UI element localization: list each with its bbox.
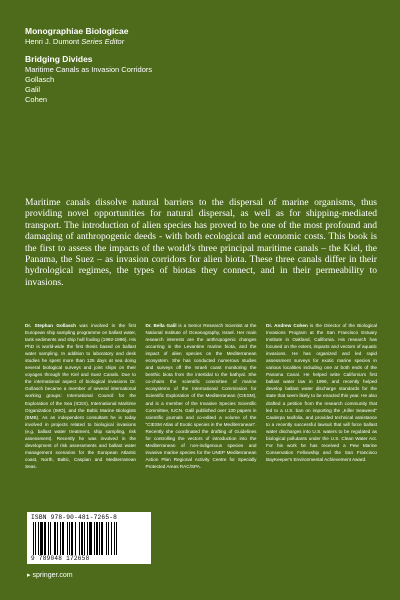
volume-author: Cohen: [25, 95, 48, 104]
author-bio-name: Dr. Bella Galil: [145, 323, 177, 328]
author-bio-text: was involved in the first European ship sampling programme on ballast water, tank sediments and ship hull fouling (1992-1996). His PhD is world-wide the first thesis based on ballast water sampling. In addition to laboratory and desk studies he spent more than 125 days at sea doing several biological surveys and joint ships on their voyages through the Kiel and Suez Canals. Due to the international aspect of biological invasions Dr. Gollasch became a member of several international working groups: International Council for the Exploration of the Sea (ICES), International Maritime Organization (IMO), and the Baltic Marine Biologists (BMB). As an independent consultant he is today involved in projects related to biological invasions (e.g. ballast water treatment, ship sampling, risk assessment). Recently he was involved in the development of risk assessments and ballast water management scenarios for the European Atlantic coast, North, Baltic, Caspian and Mediterranean Seas.: [25, 323, 136, 469]
arrow-right-icon: ▸: [27, 572, 31, 579]
volume-author: Gollasch: [25, 75, 55, 84]
series-editor: [25, 37, 325, 47]
isbn-label: ISBN 978-90-481-7265-8: [31, 514, 118, 521]
author-bio: [266, 322, 377, 470]
series-block: [25, 26, 325, 105]
isbn-barcode: [27, 512, 151, 564]
barcode-bars-icon: [31, 522, 145, 555]
volume-author: Galil: [25, 85, 41, 94]
volume-title: Bridging Divides: [25, 54, 93, 64]
publisher-link[interactable]: [27, 571, 73, 580]
volume-subtitle: Maritime Canals as Invasion Corridors: [25, 65, 153, 74]
author-bio: [146, 322, 257, 470]
barcode-digits: 9 789048 172658: [31, 555, 90, 562]
series-editor-name: Henri J. Dumont: [25, 37, 80, 46]
author-bio-text: is a Senior Research Scientist at the National Institute of Oceanography, Israel. Her main research interests are the anthropogenic changes occurring in the Levantine marine biota, and the impact of alien species on the Mediterranean ecosystem. She has conducted numerous studies and surveys off the Israeli coast monitoring the benthic biota from the intertidal to the bathyal. She co-chairs the scientific committee of marine ecosystems of the International Commission for Scientific Exploration of the Mediterranean (CIESM), and is a member of the Invasive Species Scientific Committee, IUCN. Galil published over 130 papers in scientific journals and co-edited a volume of the "CIESM Atlas of Exotic species in the Mediterranean". Recently she coordinated the drafting of Guidelines for controlling the vectors of introduction into the Mediterranean of non-indigenous species and invasive marine species for the UNEP Mediterranean Action Plan Regional Activity Centre for Specially Protected Areas RAC/SPA.: [145, 323, 257, 469]
book-description: Maritime canals dissolve natural barriers to the dispersal of marine organisms, thus providing novel opportunities for natural dispersal, as well as for shipping-mediated transport. The introduction of alien species has proved to be one of the most profound and damaging of anthropogenic deeds - with both ecological and economic costs. This book is the first to assess the impacts of the world's three principal maritime canals – the Kiel, the Panama, the Suez – as invasion corridors for alien biota. These three canals differ in their hydrological regimes, the types of biotas they connect, and in their permeability to invasions.: [25, 197, 377, 288]
author-bios: [25, 322, 377, 470]
author-bio-text: is the Director of the Biological Invasions Program at the San Francisco Estuary Institute in Oakland, California. His research has focused on the extent, impacts and vectors of aquatic invasions. He has organized and led rapid assessment surveys for exotic marine species in various localities including one at both ends of the Panama Canal. He helped write California's first ballast water law in 1999, and recently helped develop ballast water discharge standards for the state that seem likely to be enacted this year. He also drafted a petition from the research community that led to a U.S. ban on importing the „Killer Seaweed" Caulerpa taxifolia, and provided technical assistance to a recently successful lawsuit that will force ballast water discharges into U.S. waters to be regulated as biological pollutants under the U.S. Clean Water Act. For his work he has received a Pew Marine Conservation Fellowship and the San Francisco BayKeeper's Environmental Achievement Award.: [266, 323, 377, 462]
author-bio-name: Dr. Andrew Cohen: [266, 323, 308, 328]
author-bio: [25, 322, 136, 470]
series-editor-role: Series Editor: [81, 37, 125, 46]
publisher-url: springer.com: [32, 572, 73, 579]
series-title: Monographiae Biologicae: [25, 26, 129, 36]
author-bio-name: Dr. Stephan Gollasch: [25, 323, 76, 328]
